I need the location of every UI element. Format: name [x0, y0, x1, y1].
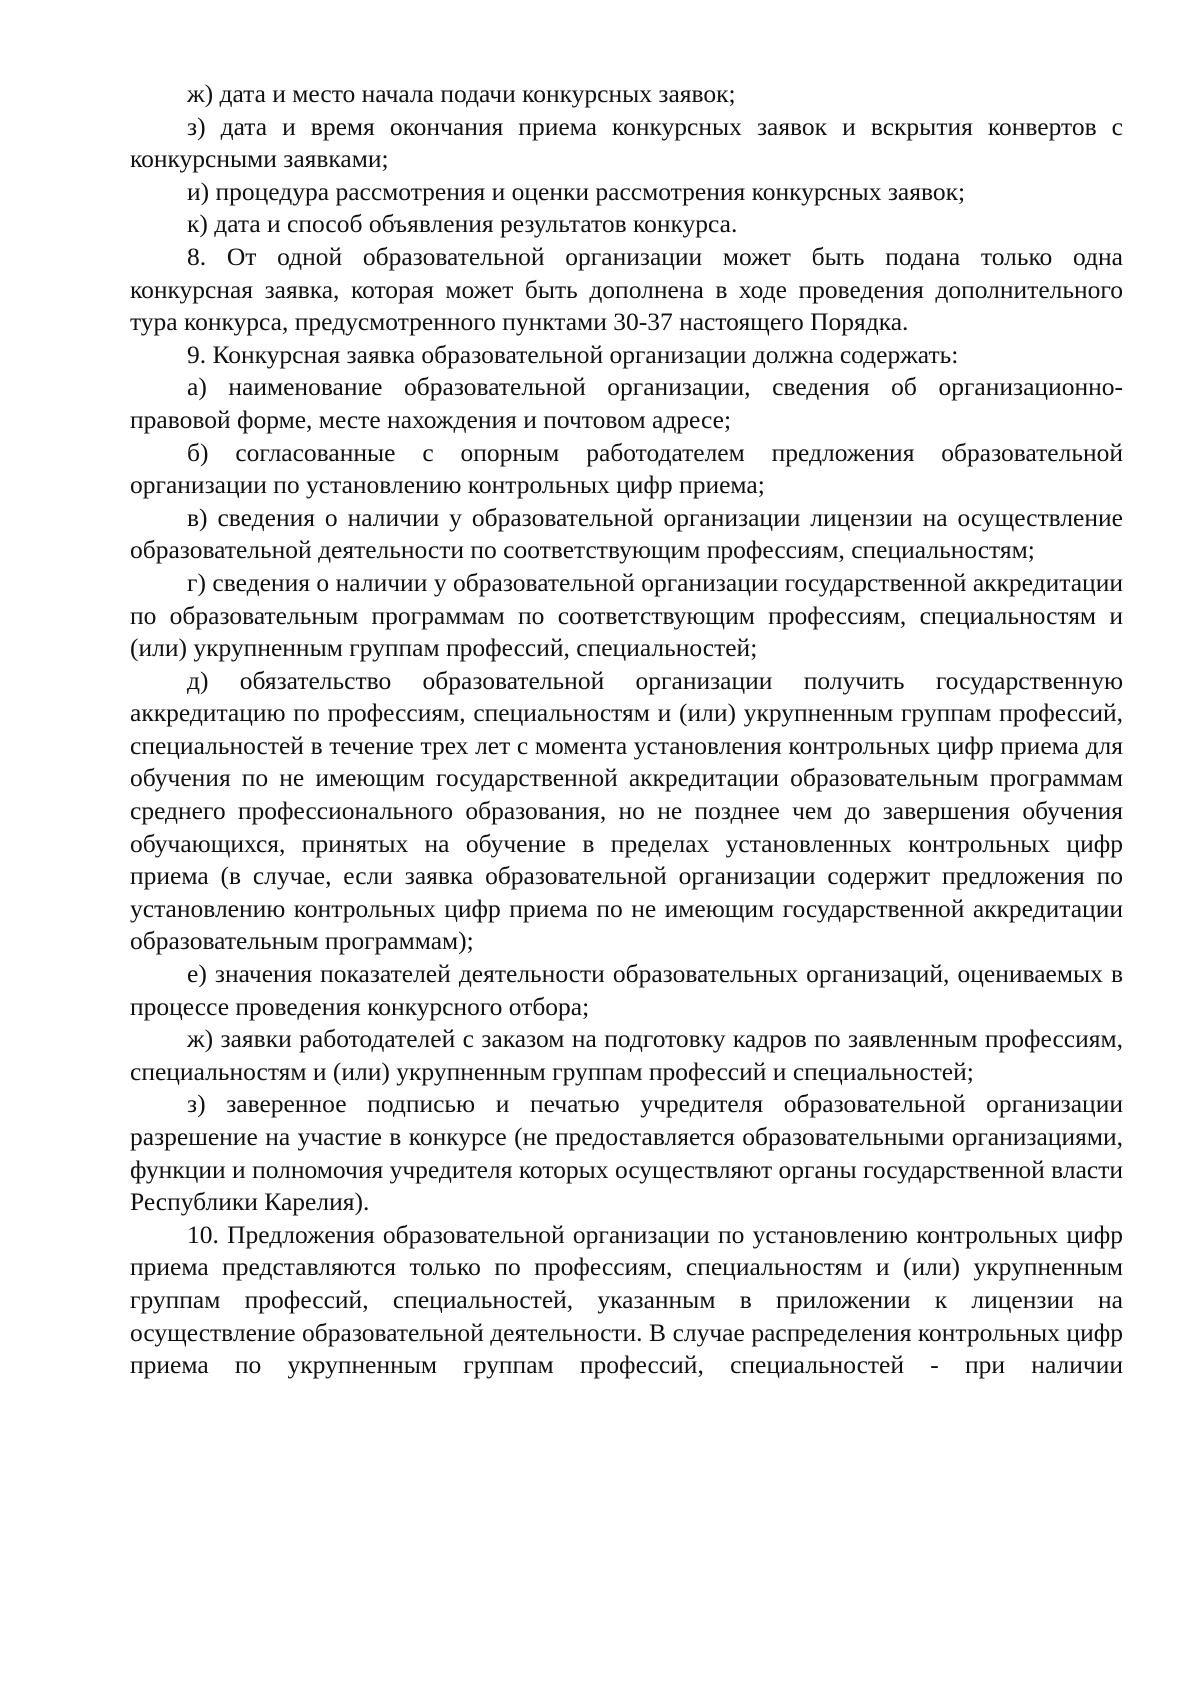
- paragraph-item-v: в) сведения о наличии у образовательной организации лицензии на осуществление образовательной деятельности по соответствующим профессиям, специальностям;: [130, 502, 1123, 565]
- paragraph-clause-9: 9. Конкурсная заявка образовательной организации должна содержать:: [187, 339, 959, 369]
- paragraph-item-z-2: з) заверенное подписью и печатью учредителя образовательной организации разрешение на участие в конкурсе (не предоставляется образовательными организациями, функции и полномочия учредителя которых осуществляют органы государственной власти Республики Карелия).: [130, 1089, 1123, 1217]
- paragraph-item-k: к) дата и способ объявления результатов конкурса.: [187, 209, 738, 239]
- paragraph-clause-10: 10. Предложения образовательной организации по установлению контрольных цифр приема представляются только по профессиям, специальностям и (или) укрупненным группам профессий, специальностей, указанным в приложении к лицензии на осуществление образовательной деятельности. В случае распределения контрольных цифр приема по укрупненным группам профессий, специальностей - при наличии: [130, 1219, 1123, 1380]
- paragraph-item-b: б) согласованные с опорным работодателем предложения образовательной организации по установлению контрольных цифр приема;: [130, 437, 1123, 500]
- paragraph-clause-8: 8. От одной образовательной организации может быть подана только одна конкурсная заявка, которая может быть дополнена в ходе проведения дополнительного тура конкурса, предусмотренного пунктами 30-37 настоящего Порядка.: [130, 241, 1123, 337]
- paragraph-item-zh: ж) дата и место начала подачи конкурсных заявок;: [187, 79, 736, 108]
- paragraph-item-d: д) обязательство образовательной организации получить государственную аккредитацию по профессиям, специальностям и (или) укрупненным группам профессий, специальностей в течение трех лет с момента установления контрольных цифр приема для обучения по не имеющим государственной аккредитации образовательным программам среднего профессионального образования, но не позднее чем до завершения обучения обучающихся, принятых на обучение в пределах установленных контрольных цифр приема (в случае, если заявка образовательной организации содержит предложения по установлению контрольных цифр приема по не имеющим государственной аккредитации образовательным программам);: [130, 665, 1123, 956]
- paragraph-item-g: г) сведения о наличии у образовательной организации государственной аккредитации по образовательным программам по соответствующим профессиям, специальностям и (или) укрупненным группам профессий, специальностей;: [130, 567, 1123, 663]
- paragraph-item-zh-2: ж) заявки работодателей с заказом на подготовку кадров по заявленным профессиям, специальностям и (или) укрупненным группам профессий и специальностей;: [130, 1024, 1123, 1086]
- paragraph-item-a: а) наименование образовательной организации, сведения об организационно-правовой форме, месте нахождения и почтовом адресе;: [130, 372, 1123, 434]
- paragraph-item-z: з) дата и время окончания приема конкурсных заявок и вскрытия конвертов с конкурсными заявками;: [130, 111, 1123, 174]
- document-page: [130, 78, 1123, 1382]
- paragraph-item-i: и) процедура рассмотрения и оценки рассмотрения конкурсных заявок;: [187, 176, 966, 206]
- paragraph-item-e: е) значения показателей деятельности образовательных организаций, оцениваемых в процессе проведения конкурсного отбора;: [130, 959, 1123, 1021]
